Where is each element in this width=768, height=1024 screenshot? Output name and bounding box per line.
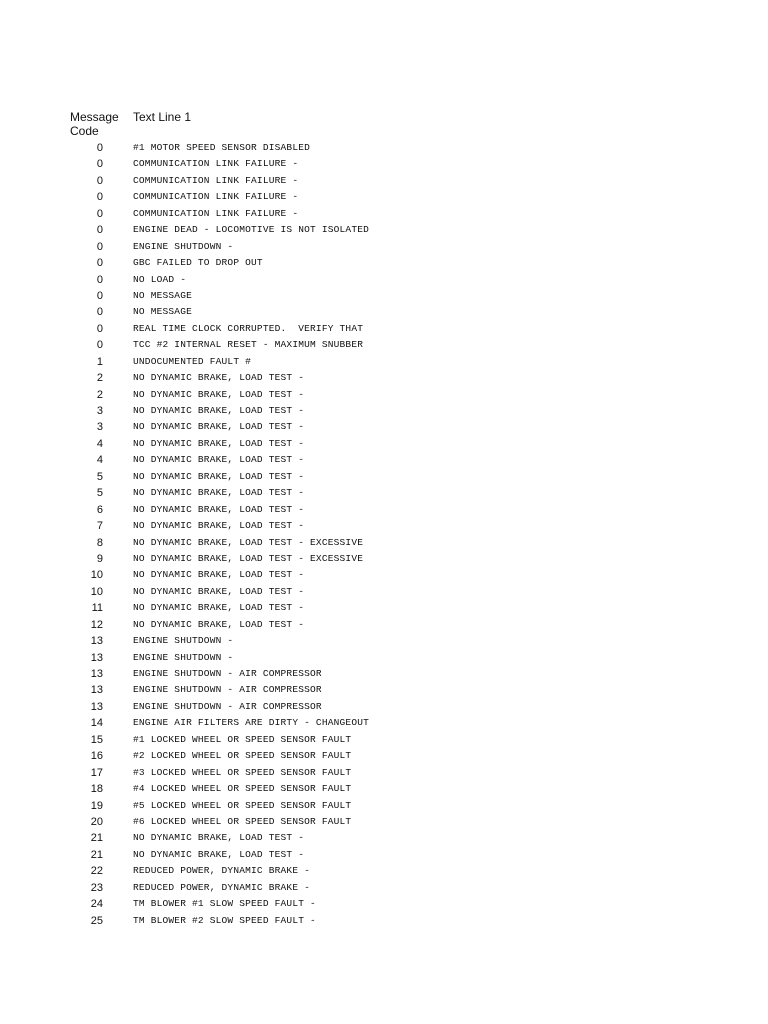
message-code-cell: 20 [90, 815, 103, 828]
message-code-cell: 22 [90, 865, 103, 878]
text-line-cell: NO DYNAMIC BRAKE, LOAD TEST - [133, 454, 305, 466]
table-row [0, 617, 768, 633]
message-code-cell: 0 [96, 273, 103, 286]
text-line-cell: ENGINE SHUTDOWN - AIR COMPRESSOR [133, 668, 322, 679]
text-line-cell: NO MESSAGE [133, 306, 193, 318]
message-code-cell: 16 [90, 750, 103, 763]
text-line-cell: NO DYNAMIC BRAKE, LOAD TEST - [133, 585, 305, 597]
message-code-cell: 15 [90, 733, 103, 746]
text-line-cell: ENGINE SHUTDOWN - AIR COMPRESSOR [133, 700, 322, 712]
message-code-cell: 13 [90, 684, 103, 697]
table-row [0, 321, 768, 337]
message-code-cell: 10 [90, 569, 103, 582]
table-row [0, 288, 768, 304]
text-line-cell: #5 LOCKED WHEEL OR SPEED SENSOR FAULT [133, 799, 352, 811]
message-code-cell: 4 [96, 454, 103, 467]
message-code-cell: 0 [96, 224, 103, 237]
message-code-cell: 0 [96, 339, 103, 352]
table-row [0, 370, 768, 386]
text-line-cell: NO DYNAMIC BRAKE, LOAD TEST - [133, 421, 305, 433]
table-row [0, 469, 768, 485]
text-line-cell: ENGINE SHUTDOWN - AIR COMPRESSOR [133, 684, 322, 696]
table-row [0, 765, 768, 781]
table-row [0, 535, 768, 551]
text-line-cell: #1 LOCKED WHEEL OR SPEED SENSOR FAULT [133, 733, 352, 745]
column-header-text-line-1: Text Line 1 [133, 110, 192, 124]
text-line-cell: NO DYNAMIC BRAKE, LOAD TEST - [133, 487, 305, 499]
message-code-cell: 1 [96, 355, 103, 368]
text-line-cell: ENGINE AIR FILTERS ARE DIRTY - CHANGEOUT [133, 717, 370, 729]
message-code-cell: 21 [90, 848, 103, 861]
table-row [0, 502, 768, 518]
message-code-cell: 12 [90, 618, 103, 631]
table-row [0, 518, 768, 534]
table-row [0, 781, 768, 797]
table-row [0, 682, 768, 698]
message-code-cell: 6 [96, 503, 103, 516]
text-line-cell: NO LOAD - [133, 273, 187, 285]
table-row [0, 206, 768, 222]
text-line-cell: REAL TIME CLOCK CORRUPTED. VERIFY THAT [133, 322, 364, 334]
text-line-cell: #1 MOTOR SPEED SENSOR DISABLED [133, 142, 311, 153]
text-line-cell: NO DYNAMIC BRAKE, LOAD TEST - [133, 832, 305, 844]
text-line-cell: COMMUNICATION LINK FAILURE - [133, 174, 299, 186]
text-line-cell: REDUCED POWER, DYNAMIC BRAKE - [133, 865, 311, 877]
table-row [0, 387, 768, 403]
text-line-cell: NO DYNAMIC BRAKE, LOAD TEST - [133, 388, 305, 400]
table-row [0, 173, 768, 189]
text-line-cell: COMMUNICATION LINK FAILURE - [133, 191, 299, 203]
text-line-cell: #6 LOCKED WHEEL OR SPEED SENSOR FAULT [133, 815, 352, 827]
text-line-cell: COMMUNICATION LINK FAILURE - [133, 158, 299, 170]
message-code-cell: 0 [96, 240, 103, 253]
table-row [0, 419, 768, 435]
table-row [0, 189, 768, 205]
table-row [0, 650, 768, 666]
table-row [0, 551, 768, 567]
text-line-cell: TM BLOWER #2 SLOW SPEED FAULT - [133, 914, 316, 926]
table-row [0, 156, 768, 172]
message-code-cell: 2 [96, 372, 103, 385]
text-line-cell: GBC FAILED TO DROP OUT [133, 257, 263, 269]
text-line-cell: TM BLOWER #1 SLOW SPEED FAULT - [133, 898, 316, 910]
text-line-cell: NO DYNAMIC BRAKE, LOAD TEST - [133, 569, 305, 581]
text-line-cell: ENGINE DEAD - LOCOMOTIVE IS NOT ISOLATED [133, 224, 370, 236]
table-row [0, 255, 768, 271]
message-code-cell: 5 [96, 487, 103, 500]
message-code-cell: 0 [96, 191, 103, 204]
table-row [0, 748, 768, 764]
table-row [0, 304, 768, 320]
text-line-cell: ENGINE SHUTDOWN - [133, 651, 234, 663]
table-row [0, 715, 768, 731]
message-code-cell: 3 [96, 421, 103, 434]
table-row [0, 600, 768, 616]
message-code-cell: 17 [90, 766, 103, 779]
table-row [0, 863, 768, 879]
table-row [0, 436, 768, 452]
message-code-cell: 8 [96, 536, 103, 549]
message-code-cell: 4 [96, 437, 103, 450]
message-code-cell: 0 [96, 289, 103, 302]
table-row [0, 666, 768, 682]
text-line-cell: COMMUNICATION LINK FAILURE - [133, 207, 299, 219]
table-row [0, 880, 768, 896]
message-code-cell: 25 [90, 914, 103, 927]
table-row [0, 830, 768, 846]
text-line-cell: NO DYNAMIC BRAKE, LOAD TEST - EXCESSIVE [133, 552, 364, 564]
message-code-cell: 9 [96, 552, 103, 565]
table-body [0, 140, 768, 929]
text-line-cell: ENGINE SHUTDOWN - [133, 240, 234, 252]
text-line-cell: #4 LOCKED WHEEL OR SPEED SENSOR FAULT [133, 783, 352, 795]
text-line-cell: NO DYNAMIC BRAKE, LOAD TEST - [133, 437, 305, 449]
text-line-cell: NO DYNAMIC BRAKE, LOAD TEST - [133, 405, 305, 416]
message-code-cell: 3 [96, 405, 103, 417]
message-code-cell: 0 [96, 174, 103, 187]
table-row [0, 452, 768, 468]
text-line-cell: NO DYNAMIC BRAKE, LOAD TEST - [133, 602, 305, 614]
message-code-cell: 13 [90, 668, 103, 680]
message-code-cell: 0 [96, 306, 103, 319]
text-line-cell: NO DYNAMIC BRAKE, LOAD TEST - [133, 372, 305, 384]
table-row [0, 814, 768, 830]
message-code-cell: 21 [90, 832, 103, 845]
message-code-cell: 24 [90, 898, 103, 911]
message-code-cell: 13 [90, 700, 103, 713]
table-row [0, 222, 768, 238]
table-row [0, 896, 768, 912]
message-code-cell: 0 [96, 207, 103, 220]
table-row [0, 699, 768, 715]
table-row [0, 633, 768, 649]
message-code-cell: 13 [90, 635, 103, 648]
message-code-cell: 14 [90, 717, 103, 730]
table-row [0, 337, 768, 353]
table-row [0, 847, 768, 863]
text-line-cell: NO DYNAMIC BRAKE, LOAD TEST - [133, 520, 305, 532]
message-code-cell: 10 [90, 585, 103, 598]
text-line-cell: NO DYNAMIC BRAKE, LOAD TEST - [133, 848, 305, 860]
message-code-cell: 7 [96, 520, 103, 533]
message-code-cell: 0 [96, 142, 103, 154]
text-line-cell: ENGINE SHUTDOWN - [133, 635, 234, 647]
table-row [0, 403, 768, 419]
table-row [0, 732, 768, 748]
message-code-cell: 2 [96, 388, 103, 401]
text-line-cell: NO DYNAMIC BRAKE, LOAD TEST - EXCESSIVE [133, 536, 364, 548]
message-code-cell: 18 [90, 783, 103, 796]
text-line-cell: NO DYNAMIC BRAKE, LOAD TEST - [133, 470, 305, 482]
message-code-cell: 5 [96, 470, 103, 483]
message-code-cell: 13 [90, 651, 103, 664]
text-line-cell: NO DYNAMIC BRAKE, LOAD TEST - [133, 503, 305, 515]
text-line-cell: UNDOCUMENTED FAULT # [133, 355, 252, 367]
message-code-cell: 0 [96, 322, 103, 335]
text-line-cell: NO DYNAMIC BRAKE, LOAD TEST - [133, 618, 305, 630]
table-row [0, 913, 768, 929]
table-row [0, 798, 768, 814]
message-code-cell: 0 [96, 257, 103, 270]
table-row [0, 239, 768, 255]
text-line-cell: TCC #2 INTERNAL RESET - MAXIMUM SNUBBER [133, 339, 364, 351]
table-row [0, 354, 768, 370]
table-row [0, 584, 768, 600]
text-line-cell: REDUCED POWER, DYNAMIC BRAKE - [133, 881, 311, 893]
message-code-cell: 23 [90, 881, 103, 894]
table-row [0, 567, 768, 583]
message-code-cell: 0 [96, 158, 103, 171]
table-row [0, 272, 768, 288]
text-line-cell: #3 LOCKED WHEEL OR SPEED SENSOR FAULT [133, 766, 352, 778]
text-line-cell: #2 LOCKED WHEEL OR SPEED SENSOR FAULT [133, 750, 352, 762]
text-line-cell: NO MESSAGE [133, 289, 193, 301]
message-code-cell: 11 [91, 602, 103, 615]
table-row [0, 140, 768, 156]
table-header [0, 110, 768, 140]
table-row [0, 485, 768, 501]
message-code-cell: 19 [90, 799, 103, 812]
column-header-message-code: Message Code [70, 110, 119, 138]
